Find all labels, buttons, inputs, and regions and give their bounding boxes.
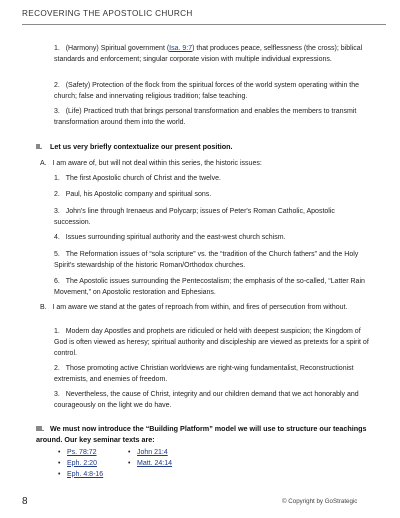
intro-item-3: 3. (Life) Practiced truth that brings personal transformation and enables the members to transmit transformation around them into the world.	[54, 108, 357, 127]
copyright-notice: © Copyright by GoStrategic	[282, 498, 358, 505]
section-ii-b: B. I am aware we stand at the gates of reproach from within, and fires of persecution from without.	[40, 304, 348, 311]
scripture-refs-col-2	[128, 448, 172, 470]
section-ii-b-item-3: 3. Nevertheless, the cause of Christ, integrity and our children demand that we act honorably and courageously on the light we do have.	[54, 391, 359, 410]
list-item	[58, 470, 103, 481]
list-item	[128, 448, 172, 459]
scripture-link[interactable]: Ps. 78:72	[67, 449, 97, 456]
list-item	[58, 448, 103, 459]
scripture-link[interactable]: Matt. 24:14	[137, 459, 173, 467]
scripture-link-isa[interactable]: Isa. 9:7	[169, 45, 193, 52]
section-ii-a-item-5: 5. The Reformation issues of “sola scripture” vs. the “tradition of the Church fathers” and the Holy Spirit's stewardship of the historic Roman/Orthodox churches.	[54, 251, 359, 270]
section-ii-a-item-3: 3. John's line through Irenaeus and Polycarp; issues of Peter's Roman Catholic, Apostolic succession.	[54, 208, 335, 227]
list-item	[128, 459, 172, 470]
intro-item-1: 1. (Harmony) Spiritual government (Isa. 9:7) that produces peace, selflessness (the cross); biblical standards and enforcement; singular corporate vision with multiple individual expressions.	[54, 45, 363, 64]
running-title: RECOVERING THE APOSTOLIC CHURCH	[22, 9, 193, 18]
intro-item-2: 2. (Safety) Protection of the flock from the spiritual forces of the world system operating within the church; false and innervating religious tradition; false teaching.	[54, 82, 360, 101]
section-ii-heading: II. Let us very briefly contextualize our present position.	[36, 142, 233, 151]
section-iii-heading: III. We must now introduce the “Building Platform” model we will use to structure our teachings around. Our key seminar texts are:	[36, 424, 367, 445]
section-ii-a-item-2: 2. Paul, his Apostolic company and spiritual sons.	[54, 191, 212, 198]
scripture-refs-col-1	[58, 448, 103, 480]
section-ii-a-item-4: 4. Issues surrounding spiritual authority and the east-west church schism.	[54, 234, 286, 241]
page-number: 8	[22, 496, 28, 507]
scripture-link[interactable]: Eph. 4:8-16	[67, 470, 104, 478]
section-ii-a-item-6: 6. The Apostolic issues surrounding the Pentecostalism; the emphasis of the so-called, “Latter Rain Movement,” on Apostolic restoration and Ephesians.	[54, 278, 365, 297]
section-ii-a: A. I am aware of, but will not deal within this series, the historic issues:	[40, 160, 262, 167]
scripture-link[interactable]: John 21:4	[137, 449, 168, 456]
section-ii-b-item-1: 1. Modern day Apostles and prophets are ridiculed or held with deepest suspicion; the Kingdom of God is often viewed as heresy; spiritual authority and discipleship are viewed as pretexts for a spirit of control.	[54, 328, 369, 358]
section-ii-b-item-2: 2. Those promoting active Christian worldviews are right-wing fundamentalist, Reconstructionist extremists, and enemies of freedom.	[54, 365, 354, 384]
scripture-link[interactable]: Eph. 2:20	[67, 459, 97, 467]
list-item	[58, 459, 103, 470]
section-ii-a-item-1: 1. The first Apostolic church of Christ and the twelve.	[54, 175, 221, 182]
